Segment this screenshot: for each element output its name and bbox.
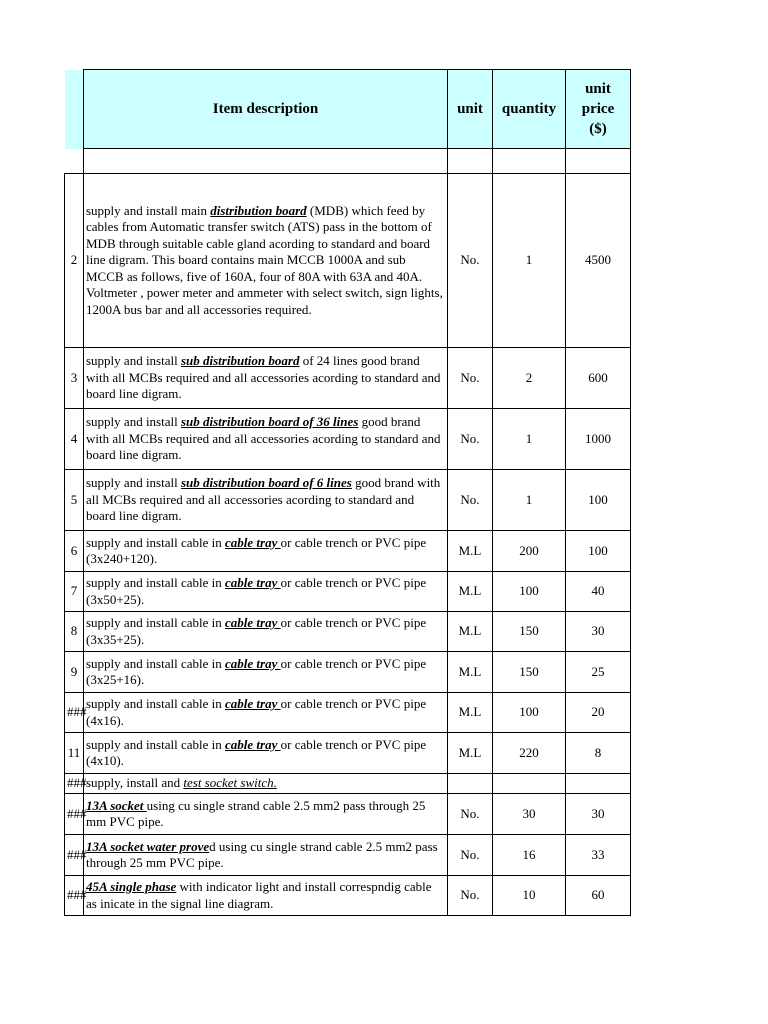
quantity-cell: 10 bbox=[493, 876, 566, 916]
description-text: good brand with all MCBs required and all accessories acording to standard and board line digram. bbox=[86, 475, 441, 524]
header-quantity: quantity bbox=[493, 70, 566, 149]
quantity-cell: 150 bbox=[493, 652, 566, 693]
description-keyword: sub distribution board of 36 lines bbox=[180, 414, 359, 430]
item-description bbox=[84, 572, 448, 612]
description-text: supply and install bbox=[86, 475, 181, 491]
unit-price-cell: 100 bbox=[566, 531, 631, 572]
description-text: or cable trench or PVC pipe (3x25+16). bbox=[86, 655, 427, 687]
description-text: supply and install cable in bbox=[86, 615, 226, 630]
item-number: 4 bbox=[65, 409, 84, 470]
quantity-cell: 100 bbox=[493, 572, 566, 612]
table-row bbox=[65, 174, 631, 348]
item-description bbox=[84, 693, 448, 733]
description-text: supply, install and bbox=[86, 775, 184, 791]
description-text: supply and install cable in bbox=[86, 736, 226, 752]
unit-cell: M.L bbox=[448, 693, 493, 733]
unit-price-cell: 100 bbox=[566, 470, 631, 531]
description-text: or cable trench or PVC pipe (3x50+25). bbox=[86, 575, 427, 607]
quantity-cell: 200 bbox=[493, 531, 566, 572]
description-text: or cable trench or PVC pipe (3x35+25). bbox=[86, 615, 427, 647]
item-number: 7 bbox=[65, 572, 84, 612]
item-description bbox=[84, 531, 448, 572]
item-description bbox=[84, 174, 448, 348]
header-unit: unit bbox=[448, 70, 493, 149]
description-keyword: 13A socket water prove bbox=[86, 838, 210, 854]
table-row bbox=[65, 876, 631, 916]
table-row bbox=[65, 612, 631, 652]
table-row bbox=[65, 470, 631, 531]
description-text: with indicator light and install correspndig cable as inicate in the signal line diagram. bbox=[86, 879, 432, 911]
item-description bbox=[84, 835, 448, 876]
description-keyword: cable tray bbox=[225, 655, 281, 671]
unit-price-cell bbox=[566, 774, 631, 794]
description-text: or cable trench or PVC pipe (4x10). bbox=[86, 736, 427, 768]
header-item-description: Item description bbox=[84, 70, 448, 149]
item-description bbox=[84, 470, 448, 531]
table-row bbox=[65, 572, 631, 612]
unit-cell: No. bbox=[448, 409, 493, 470]
unit-cell: No. bbox=[448, 835, 493, 876]
unit-price-cell: 30 bbox=[566, 794, 631, 835]
table-row bbox=[65, 531, 631, 572]
item-number: ### bbox=[65, 835, 84, 876]
blank-cell-num bbox=[65, 149, 84, 174]
item-number: 2 bbox=[65, 174, 84, 348]
description-keyword: cable tray bbox=[225, 575, 281, 590]
description-keyword: distribution board bbox=[210, 202, 307, 218]
item-number: 6 bbox=[65, 531, 84, 572]
description-keyword: cable tray bbox=[225, 615, 281, 630]
unit-cell: M.L bbox=[448, 572, 493, 612]
item-number: 8 bbox=[65, 612, 84, 652]
blank-row bbox=[65, 149, 631, 174]
table-row bbox=[65, 652, 631, 693]
description-text: supply and install cable in bbox=[86, 534, 226, 550]
item-number: 3 bbox=[65, 348, 84, 409]
unit-price-cell: 30 bbox=[566, 612, 631, 652]
description-keyword: 45A single phase bbox=[86, 879, 177, 894]
quantity-cell: 1 bbox=[493, 409, 566, 470]
description-keyword: sub distribution board bbox=[180, 353, 300, 369]
header-blank-cell bbox=[65, 70, 84, 149]
item-number: ### bbox=[65, 774, 84, 794]
description-text: supply and install cable in bbox=[86, 575, 226, 590]
description-text: or cable trench or PVC pipe (4x16). bbox=[86, 696, 427, 728]
description-text: supply and install bbox=[86, 414, 181, 430]
table-row bbox=[65, 693, 631, 733]
unit-price-cell: 60 bbox=[566, 876, 631, 916]
table-row bbox=[65, 733, 631, 774]
unit-cell: M.L bbox=[448, 733, 493, 774]
description-keyword: cable tray bbox=[225, 696, 281, 711]
unit-price-cell: 1000 bbox=[566, 409, 631, 470]
description-emphasis: test socket switch. bbox=[183, 775, 277, 791]
blank-cell-desc bbox=[84, 149, 448, 174]
description-text: using cu single strand cable 2.5 mm2 pass through 25 mm PVC pipe. bbox=[86, 797, 426, 829]
blank-cell-unit bbox=[448, 149, 493, 174]
quantity-cell: 16 bbox=[493, 835, 566, 876]
unit-price-cell: 33 bbox=[566, 835, 631, 876]
table-row bbox=[65, 409, 631, 470]
item-description bbox=[84, 409, 448, 470]
table-row bbox=[65, 794, 631, 835]
unit-cell: M.L bbox=[448, 531, 493, 572]
description-text: supply and install cable in bbox=[86, 696, 226, 711]
description-keyword: sub distribution board of 6 lines bbox=[180, 475, 352, 491]
unit-price-cell: 20 bbox=[566, 693, 631, 733]
unit-price-cell: 40 bbox=[566, 572, 631, 612]
blank-cell-qty bbox=[493, 149, 566, 174]
blank-cell-price bbox=[566, 149, 631, 174]
quantity-cell: 150 bbox=[493, 612, 566, 652]
unit-cell: M.L bbox=[448, 652, 493, 693]
item-number: 5 bbox=[65, 470, 84, 531]
header-unit-price: unit price ($) bbox=[566, 70, 631, 149]
description-text: d using cu single strand cable 2.5 mm2 pass through 25 mm PVC pipe. bbox=[86, 838, 438, 870]
quantity-cell: 100 bbox=[493, 693, 566, 733]
unit-cell: No. bbox=[448, 794, 493, 835]
unit-cell: M.L bbox=[448, 612, 493, 652]
quantity-cell: 2 bbox=[493, 348, 566, 409]
item-number: ### bbox=[65, 794, 84, 835]
unit-cell: No. bbox=[448, 876, 493, 916]
item-number: 9 bbox=[65, 652, 84, 693]
quantity-cell: 220 bbox=[493, 733, 566, 774]
unit-cell bbox=[448, 774, 493, 794]
description-keyword: cable tray bbox=[225, 736, 281, 752]
item-description bbox=[84, 774, 448, 794]
description-text: or cable trench or PVC pipe (3x240+120). bbox=[86, 534, 427, 566]
item-description bbox=[84, 652, 448, 693]
quantity-cell: 1 bbox=[493, 470, 566, 531]
description-text: supply and install main bbox=[86, 202, 211, 218]
unit-price-cell: 600 bbox=[566, 348, 631, 409]
bill-of-quantities-table bbox=[64, 69, 631, 916]
item-description bbox=[84, 733, 448, 774]
item-number: 11 bbox=[65, 733, 84, 774]
description-keyword: cable tray bbox=[225, 534, 281, 550]
item-number: ### bbox=[65, 876, 84, 916]
description-text: supply and install cable in bbox=[86, 655, 226, 671]
table-row bbox=[65, 348, 631, 409]
description-text: supply and install bbox=[86, 353, 181, 369]
quantity-cell bbox=[493, 774, 566, 794]
unit-cell: No. bbox=[448, 470, 493, 531]
item-description bbox=[84, 794, 448, 835]
item-description bbox=[84, 612, 448, 652]
unit-price-cell: 8 bbox=[566, 733, 631, 774]
unit-cell: No. bbox=[448, 174, 493, 348]
description-text: (MDB) which feed by cables from Automatic transfer switch (ATS) pass in the bottom of MDB through suitable cable gland acording to standard and board line digram. This board contains main MCCB 1000A and sub MCCB as follows, five of 160A, four of 80A with 63A and 40A. Voltmeter , power meter and ammeter with select switch, sign lights, 1200A bus bar and all accessories required. bbox=[86, 202, 443, 317]
header-row bbox=[65, 70, 631, 149]
quantity-cell: 30 bbox=[493, 794, 566, 835]
description-keyword: 13A socket bbox=[86, 797, 147, 813]
table-row bbox=[65, 774, 631, 794]
unit-price-cell: 4500 bbox=[566, 174, 631, 348]
unit-price-cell: 25 bbox=[566, 652, 631, 693]
description-text: of 24 lines good brand with all MCBs required and all accessories acording to standard and board line digram. bbox=[86, 353, 441, 402]
description-text: good brand with all MCBs required and all accessories acording to standard and board line digram. bbox=[86, 414, 441, 463]
unit-cell: No. bbox=[448, 348, 493, 409]
item-description bbox=[84, 876, 448, 916]
item-description bbox=[84, 348, 448, 409]
quantity-cell: 1 bbox=[493, 174, 566, 348]
table-row bbox=[65, 835, 631, 876]
item-number: ### bbox=[65, 693, 84, 733]
